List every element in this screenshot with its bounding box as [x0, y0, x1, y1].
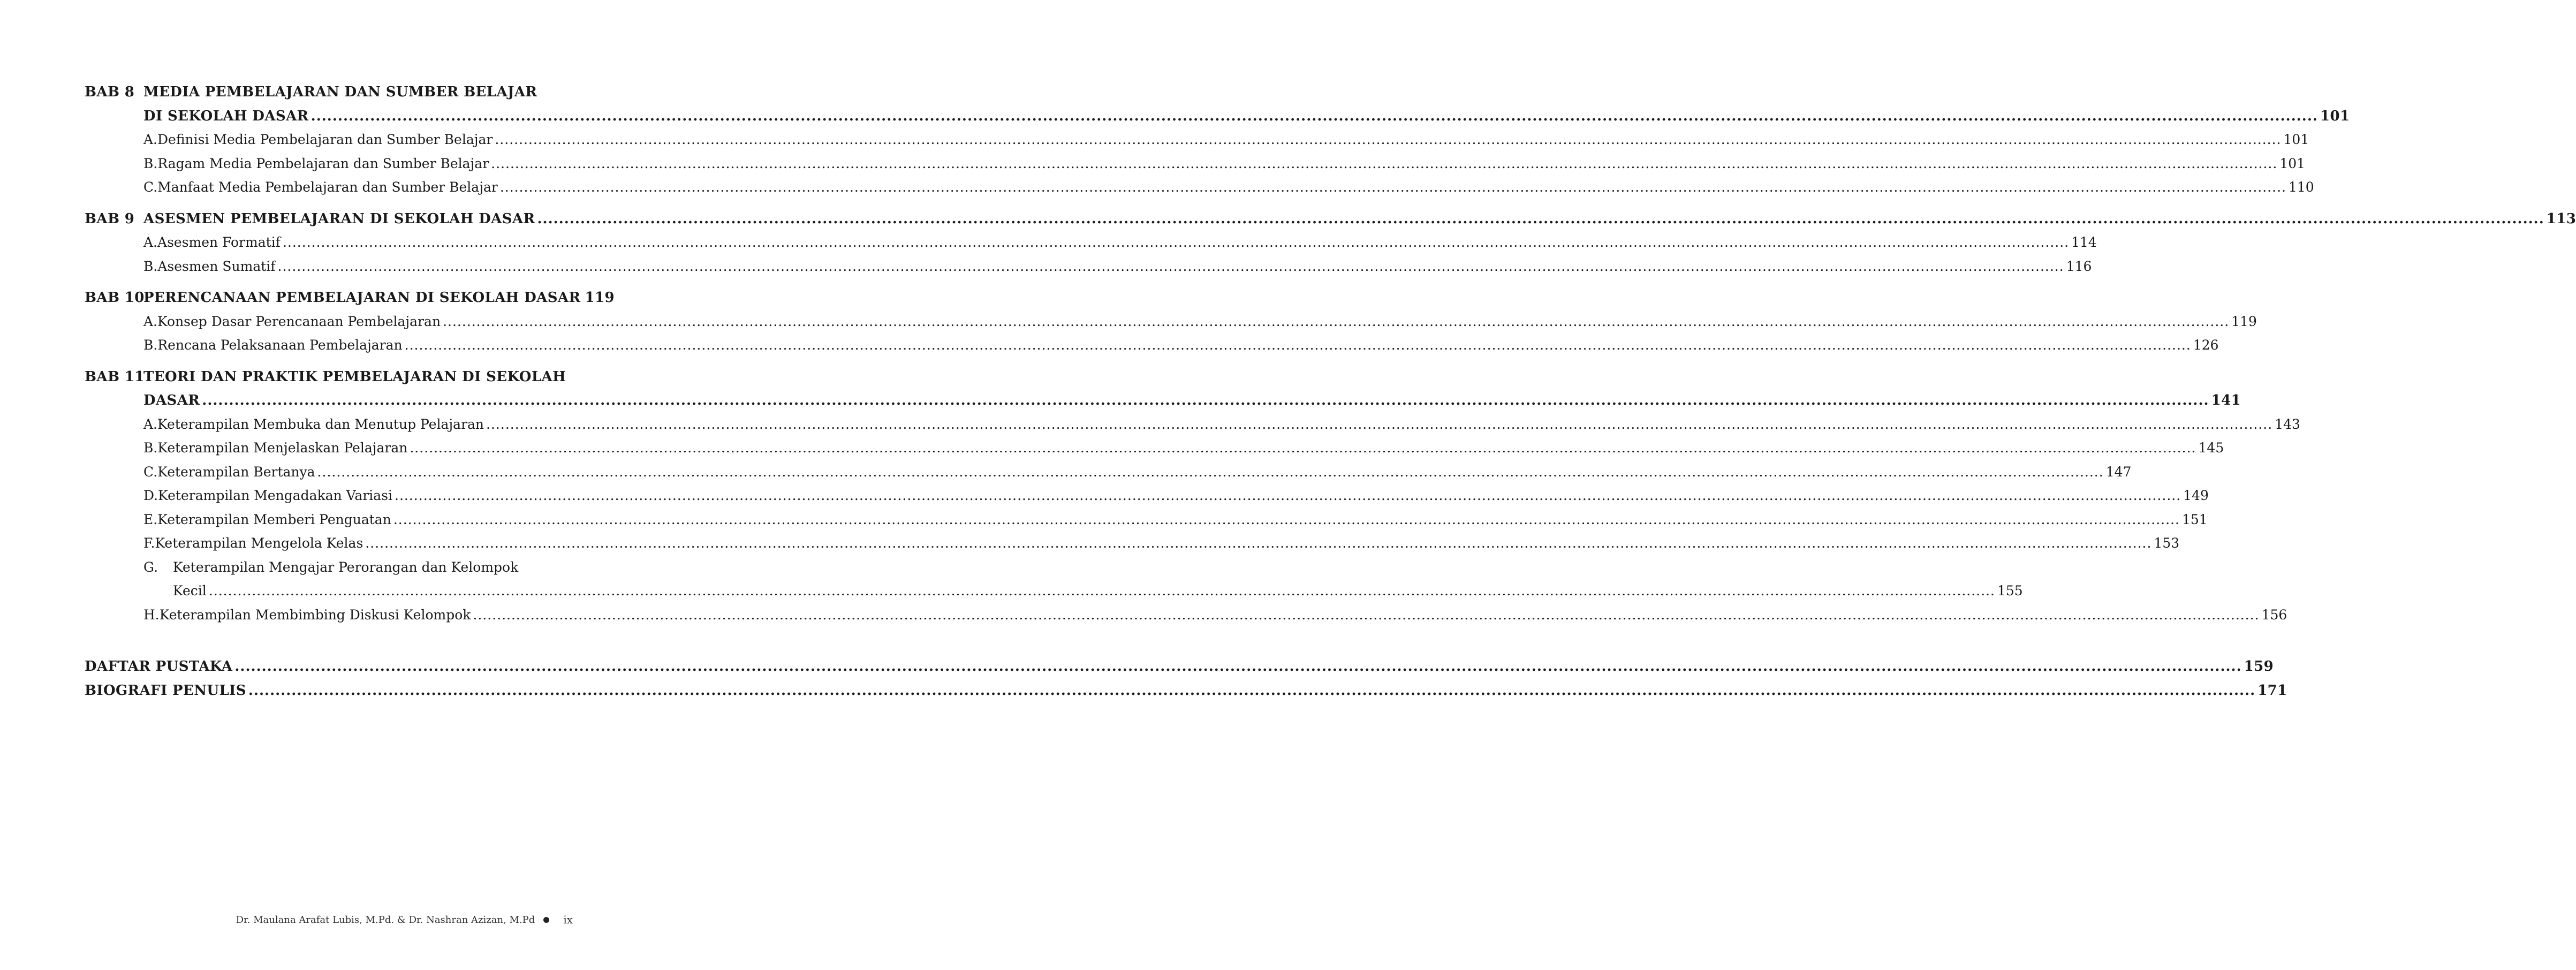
dot-leader — [283, 231, 2069, 255]
item-letter: C. — [143, 464, 158, 480]
page-number: 147 — [2105, 464, 2132, 480]
page-number: 159 — [2244, 658, 2274, 675]
toc-daftar-pustaka — [85, 655, 2274, 679]
chapter-number: BAB 9 — [85, 210, 135, 227]
page-number: 171 — [2257, 682, 2287, 699]
bullet-icon — [543, 917, 549, 923]
page-number: 143 — [2275, 416, 2300, 432]
item-letter: B. — [143, 337, 158, 353]
dot-leader — [209, 579, 1995, 603]
chapter-number: BAB 10 — [85, 290, 145, 306]
chapter-title: DI SEKOLAH DASAR — [143, 108, 309, 124]
item-letter: B. — [143, 440, 158, 456]
dot-leader — [405, 334, 2191, 358]
toc-item — [85, 128, 2309, 152]
toc-biografi-penulis — [85, 679, 2287, 703]
chapter-heading-bab8 — [85, 80, 573, 104]
page-number: 101 — [2279, 155, 2306, 171]
page-number: 116 — [2066, 258, 2092, 274]
page-number: 101 — [2283, 132, 2309, 147]
item-title: Asesmen Sumatif — [157, 258, 276, 274]
dot-leader — [537, 207, 2544, 231]
item-title: Manfaat Media Pembelajaran dan Sumber Belajar — [157, 179, 498, 195]
dot-leader — [486, 413, 2272, 437]
toc-item — [85, 310, 2257, 334]
chapter-title: TEORI DAN PRAKTIK PEMBELAJARAN DI SEKOLAH — [143, 368, 566, 385]
dot-leader — [395, 484, 2181, 508]
toc-item — [85, 532, 2180, 556]
item-letter: B. — [143, 155, 158, 171]
item-letter: F. — [143, 535, 155, 551]
dot-leader — [202, 389, 2209, 413]
page-number: 145 — [2198, 440, 2224, 456]
dot-leader — [317, 460, 2104, 484]
item-title: Keterampilan Bertanya — [157, 464, 315, 480]
toc-item — [85, 334, 2219, 358]
toc-item — [85, 255, 2092, 279]
item-letter: E. — [143, 511, 158, 527]
dot-leader — [278, 255, 2064, 279]
item-letter: A. — [143, 234, 158, 250]
dot-leader — [491, 152, 2277, 176]
toc-item — [85, 413, 2300, 437]
chapter-title: MEDIA PEMBELAJARAN DAN SUMBER BELAJAR — [143, 84, 537, 100]
item-letter: A. — [143, 132, 158, 147]
toc-item — [85, 484, 2209, 508]
item-title: Keterampilan Mengadakan Variasi — [158, 488, 393, 503]
dot-leader — [311, 104, 2318, 128]
page-number: 119 — [585, 290, 615, 306]
dot-leader — [365, 532, 2151, 556]
toc-item — [85, 508, 2208, 532]
item-letter: A. — [143, 416, 158, 432]
chapter-title: DASAR — [143, 392, 200, 408]
toc-item — [85, 152, 2306, 176]
item-letter: D. — [143, 488, 158, 503]
dot-leader — [500, 176, 2286, 200]
item-title: Keterampilan Mengelola Kelas — [155, 535, 363, 551]
toc-item — [85, 556, 573, 580]
page-number: 155 — [1997, 583, 2023, 598]
table-of-contents — [85, 80, 2576, 702]
chapter-number: BAB 11 — [85, 368, 145, 385]
item-title: Kecil — [173, 583, 207, 598]
toc-item — [85, 603, 2287, 627]
page-number: 141 — [2211, 392, 2241, 408]
item-title: Rencana Pelaksanaan Pembelajaran — [157, 337, 403, 353]
dot-leader — [248, 679, 2255, 703]
dot-leader — [473, 603, 2259, 627]
dot-leader — [393, 508, 2180, 532]
item-title: Keterampilan Memberi Penguatan — [157, 511, 391, 527]
page-number: 114 — [2071, 234, 2097, 250]
item-title: Keterampilan Mengajar Perorangan dan Kelompok — [173, 559, 519, 575]
page-number: 156 — [2261, 607, 2287, 623]
page-number: 153 — [2154, 535, 2180, 551]
dot-leader — [495, 128, 2281, 152]
item-title: Keterampilan Membimbing Diskusi Kelompok — [159, 607, 471, 623]
dot-leader — [410, 436, 2196, 460]
page-number: 113 — [2546, 210, 2576, 227]
page-number: 101 — [2320, 108, 2350, 124]
item-title: Keterampilan Membuka dan Menutup Pelajaran — [157, 416, 484, 432]
toc-item — [85, 176, 2314, 200]
item-title: Ragam Media Pembelajaran dan Sumber Belajar — [157, 155, 489, 171]
toc-item — [85, 436, 2224, 460]
chapter-heading-bab11 — [85, 365, 573, 389]
item-title: Asesmen Formatif — [157, 234, 281, 250]
toc-item — [85, 460, 2132, 484]
chapter-title: ASESMEN PEMBELAJARAN DI SEKOLAH DASAR — [143, 210, 535, 227]
item-title: Keterampilan Menjelaskan Pelajaran — [157, 440, 408, 456]
chapter-heading-bab8-cont — [85, 104, 2350, 128]
toc-item-cont — [85, 579, 2023, 603]
chapter-title: PERENCANAAN PEMBELAJARAN DI SEKOLAH DASAR — [143, 290, 581, 306]
chapter-heading-bab10 — [85, 286, 615, 310]
page-footer — [214, 913, 573, 926]
chapter-number: BAB 8 — [85, 84, 135, 100]
item-letter: A. — [143, 313, 158, 329]
section-title: BIOGRAFI PENULIS — [85, 682, 246, 699]
footer-authors: Dr. Maulana Arafat Lubis, M.Pd. & Dr. Nashran Azizan, M.Pd — [236, 914, 535, 926]
item-title: Konsep Dasar Perencanaan Pembelajaran — [157, 313, 441, 329]
item-title: Definisi Media Pembelajaran dan Sumber Belajar — [157, 132, 493, 147]
item-letter: G. — [143, 559, 158, 575]
footer-page-number: ix — [563, 913, 573, 926]
dot-leader — [234, 655, 2241, 679]
item-letter: H. — [143, 607, 160, 623]
item-letter: C. — [143, 179, 158, 195]
section-title: DAFTAR PUSTAKA — [85, 658, 233, 675]
page-number: 149 — [2183, 488, 2209, 503]
toc-item — [85, 231, 2097, 255]
page-number: 119 — [2231, 313, 2257, 329]
page-number: 110 — [2288, 179, 2314, 195]
chapter-heading-bab9 — [85, 207, 2576, 231]
dot-leader — [443, 310, 2229, 334]
page-number: 126 — [2193, 337, 2219, 353]
item-letter: B. — [143, 258, 158, 274]
page-number: 151 — [2181, 511, 2208, 527]
chapter-heading-bab11-cont — [85, 389, 2241, 413]
